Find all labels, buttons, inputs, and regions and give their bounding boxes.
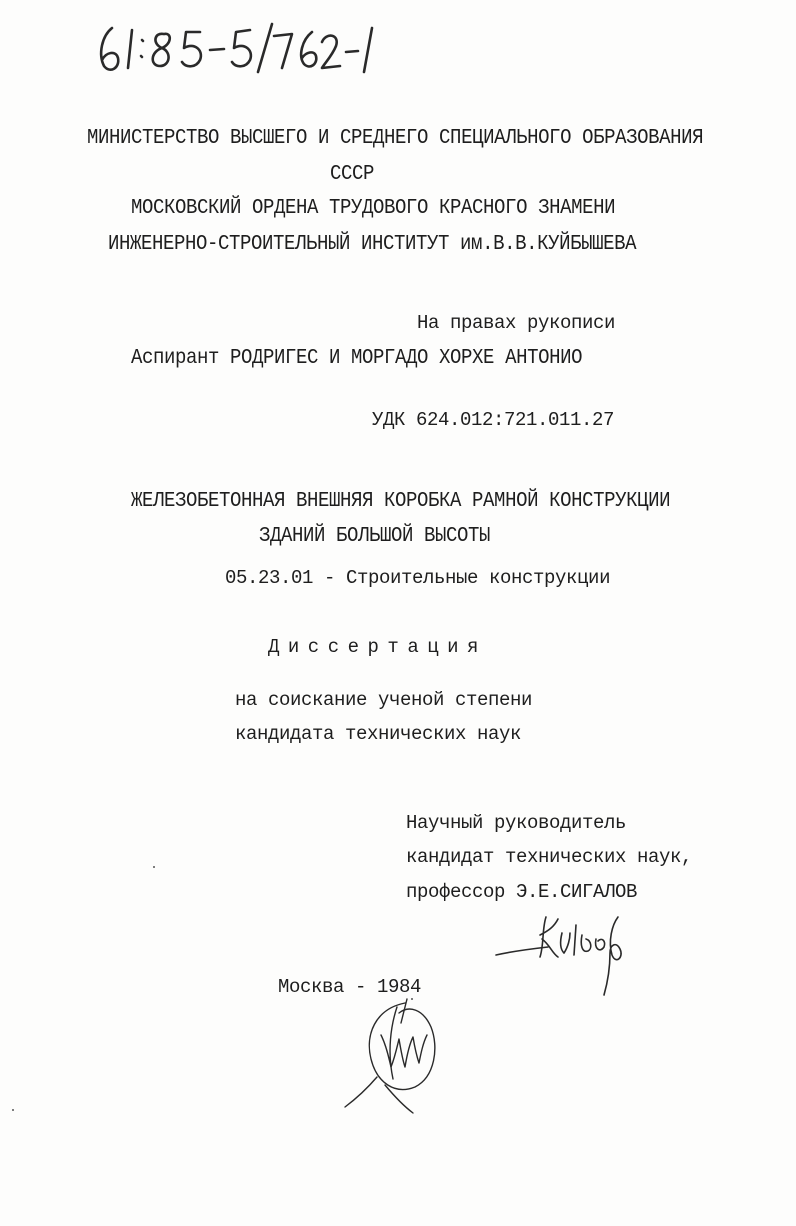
supervisor-signature [490,905,650,1000]
author-signature [335,995,455,1120]
degree-line2: кандидата технических наук [235,723,522,745]
dissertation-title-line1: ЖЕЛЕЗОБЕТОННАЯ ВНЕШНЯЯ КОРОБКА РАМНОЙ КОНСТРУКЦИИ [131,488,671,513]
paper-speck [411,998,413,1000]
ministry-heading: МИНИСТЕРСТВО ВЫСШЕГО И СРЕДНЕГО СПЕЦИАЛЬНОГО ОБРАЗОВАНИЯ [87,125,704,150]
institute-heading-line1: МОСКОВСКИЙ ОРДЕНА ТРУДОВОГО КРАСНОГО ЗНАМЕНИ [131,195,616,220]
archive-number-handwriting [88,10,378,80]
author-line: Аспирант РОДРИГЕС И МОРГАДО ХОРХЕ АНТОНИО [131,345,583,370]
place-and-year: Москва - 1984 [278,976,422,998]
document-type: Диссертация [268,636,487,658]
paper-speck [12,1109,14,1111]
specialty-code: 05.23.01 - Строительные конструкции [225,567,611,589]
supervisor-degree: кандидат технических наук, [406,846,693,868]
manuscript-note: На правах рукописи [417,312,616,334]
udc-code: УДК 624.012:721.011.27 [372,409,615,431]
country-heading: СССР [330,161,375,186]
dissertation-title-line2: ЗДАНИЙ БОЛЬШОЙ ВЫСОТЫ [259,523,491,548]
degree-line1: на соискание ученой степени [235,689,533,711]
institute-heading-line2: ИНЖЕНЕРНО-СТРОИТЕЛЬНЫЙ ИНСТИТУТ им.В.В.КУЙБЫШЕВА [108,231,637,256]
supervisor-name: профессор Э.Е.СИГАЛОВ [406,881,638,903]
paper-speck [153,866,155,868]
supervisor-label: Научный руководитель [406,812,627,834]
